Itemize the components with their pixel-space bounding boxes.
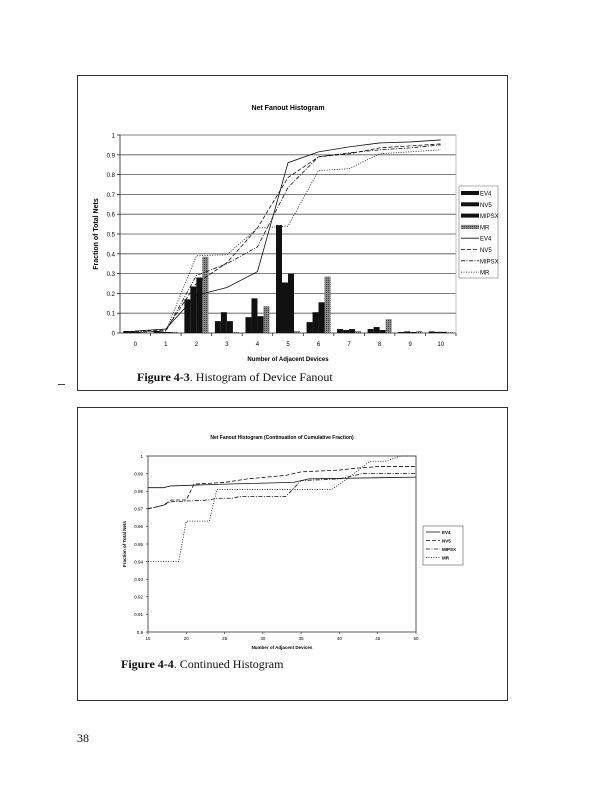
chart-title: Net Fanout Histogram (Continuation of Cumulative Fraction)	[210, 435, 354, 441]
bar-mr	[447, 332, 453, 333]
caption-text: . Histogram of Device Fanout	[189, 370, 333, 384]
chart-title: Net Fanout Histogram	[251, 105, 325, 112]
line-mipsx	[148, 474, 416, 509]
y-tick-label: 0.96	[134, 524, 143, 530]
bar-nv5	[435, 332, 441, 333]
y-tick-label: 0.1	[106, 311, 115, 318]
x-tick-label: 7	[347, 342, 351, 348]
x-tick-label: 4	[255, 342, 260, 348]
x-axis-label: Number of Adjacent Devices	[247, 357, 329, 363]
legend-swatch-bar	[461, 202, 479, 206]
line-ev4	[148, 477, 416, 488]
x-tick-label: 45	[375, 636, 381, 641]
bar-mr	[263, 306, 269, 333]
bar-mipsx	[288, 274, 294, 333]
bar-nv5	[160, 332, 166, 333]
x-tick-label: 40	[336, 636, 342, 641]
bar-ev4	[215, 321, 221, 333]
y-tick-label: 0.94	[134, 559, 143, 565]
legend-swatch-bar	[461, 214, 479, 218]
bar-mipsx	[441, 332, 447, 333]
bar-mr	[416, 331, 422, 333]
legend-label: EV4	[442, 529, 451, 535]
y-tick-label: 0	[111, 331, 115, 338]
y-tick-label: 0.97	[134, 506, 143, 512]
legend-label: NV5	[480, 202, 492, 209]
y-axis-label: Fraction of Total Nets	[122, 521, 127, 567]
y-tick-label: 0.7	[106, 192, 115, 199]
y-tick-label: 0.6	[106, 212, 115, 219]
page-number: 38	[77, 731, 89, 745]
figure-4-4-caption	[121, 657, 283, 672]
bar-mr	[141, 332, 147, 333]
caption-text: . Continued Histogram	[173, 657, 284, 671]
bar-nv5	[251, 298, 257, 333]
legend-label: MIPSX	[442, 546, 457, 552]
x-tick-label: 2	[194, 342, 199, 348]
x-tick-label: 3	[225, 342, 229, 348]
legend-label: EV4	[480, 236, 492, 243]
y-tick-label: 0.95	[134, 541, 143, 547]
x-tick-label: 20	[183, 636, 189, 641]
bar-ev4	[337, 329, 343, 333]
bar-nv5	[404, 331, 410, 333]
line-nv5	[148, 467, 416, 509]
legend-label: NV5	[480, 248, 492, 254]
bar-ev4	[307, 322, 313, 333]
legend-label: NV5	[442, 538, 451, 544]
bar-mr	[233, 332, 239, 333]
y-tick-label: 0.92	[134, 594, 143, 600]
bar-nv5	[374, 327, 380, 333]
y-tick-label: 0.2	[106, 291, 115, 298]
bar-mipsx	[319, 302, 325, 333]
x-tick-label: 10	[437, 342, 445, 348]
bar-nv5	[129, 331, 135, 333]
bar-ev4	[184, 299, 190, 333]
bar-nv5	[282, 283, 288, 333]
y-tick-label: 0.99	[134, 471, 143, 477]
y-tick-label: 0.93	[134, 577, 143, 582]
x-tick-label: 50	[413, 636, 419, 641]
bar-ev4	[429, 331, 435, 333]
x-tick-label: 15	[145, 636, 151, 641]
legend-label: MIPSX	[480, 259, 499, 266]
figure-4-3-caption	[137, 370, 333, 385]
x-tick-label: 35	[298, 636, 304, 641]
bar-mr	[172, 332, 178, 333]
legend-swatch-bar	[461, 225, 479, 229]
bar-ev4	[398, 332, 404, 333]
bar-mipsx	[227, 321, 233, 333]
legend-label: MR	[442, 555, 449, 561]
y-tick-label: 1	[140, 453, 143, 459]
x-tick-label: 9	[408, 342, 412, 348]
bar-mipsx	[349, 329, 355, 333]
y-tick-label: 0.98	[134, 489, 143, 494]
bar-nv5	[190, 286, 196, 333]
bar-mipsx	[196, 278, 202, 333]
bar-ev4	[368, 329, 374, 333]
bar-nv5	[221, 312, 227, 333]
legend-label: EV4	[480, 191, 492, 198]
x-tick-label: 25	[222, 636, 228, 641]
legend-label: MR	[480, 225, 490, 232]
bar-mr	[294, 331, 300, 333]
y-tick-label: 1	[111, 133, 115, 140]
legend-swatch-bar	[461, 191, 479, 195]
bar-mr	[355, 331, 361, 333]
bar-nv5	[313, 312, 319, 333]
y-tick-label: 0.91	[134, 612, 143, 618]
bar-mr	[386, 319, 392, 333]
y-tick-label: 0.9	[136, 629, 143, 635]
y-tick-label: 0.8	[106, 173, 115, 180]
legend-label: MIPSX	[480, 214, 499, 221]
x-tick-label: 1	[164, 342, 168, 348]
y-tick-label: 0.9	[106, 153, 115, 160]
bar-mr	[325, 277, 331, 333]
x-tick-label: 0	[133, 342, 137, 348]
x-tick-label: 8	[377, 342, 382, 348]
y-axis-label: Fraction of Total Nets	[93, 198, 100, 270]
y-tick-label: 0.5	[106, 232, 115, 239]
bar-ev4	[123, 331, 129, 333]
line-mr	[148, 456, 416, 562]
y-tick-label: 0.3	[106, 272, 115, 279]
caption-label: Figure 4-4	[121, 657, 174, 671]
x-tick-label: 6	[316, 342, 321, 348]
y-tick-label: 0.4	[106, 252, 115, 259]
x-tick-label: 5	[286, 342, 290, 348]
x-axis-label: Number of Adjacent Devices	[251, 645, 313, 650]
bar-mipsx	[166, 332, 172, 333]
x-tick-label: 30	[260, 636, 266, 641]
bar-mipsx	[380, 330, 386, 333]
bar-ev4	[276, 225, 282, 333]
bar-nv5	[343, 330, 349, 333]
caption-label: Figure 4-3	[137, 370, 190, 384]
bar-mr	[202, 257, 208, 333]
bar-mipsx	[410, 332, 416, 333]
legend-label: MR	[480, 270, 490, 277]
bar-ev4	[245, 317, 251, 333]
bar-mipsx	[257, 316, 263, 333]
